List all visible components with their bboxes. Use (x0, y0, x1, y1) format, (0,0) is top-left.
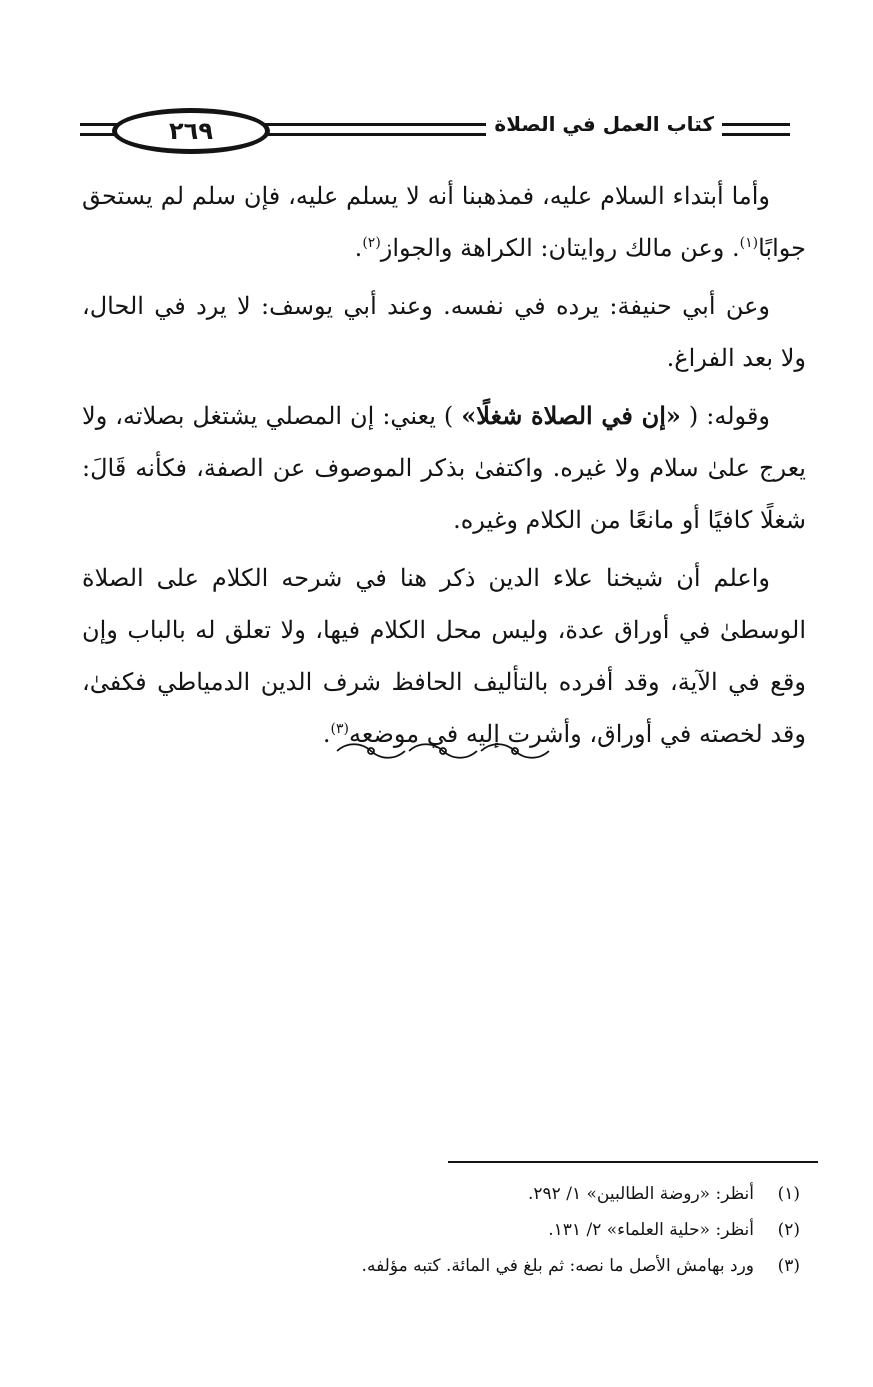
footnotes (200, 1176, 800, 1284)
footnote-text: أنظر: «حلية العلماء» ٢/ ١٣١. (548, 1220, 754, 1240)
paragraph-1-text-b: . وعن مالك روايتان: الكراهة والجواز (380, 234, 740, 262)
footnote-ref-2: (٢) (362, 235, 381, 251)
footnote-number: (٢) (777, 1220, 800, 1240)
paragraph-2: وعن أبي حنيفة: يرده في نفسه. وعند أبي يوسف: لا يرد في الحال، ولا بعد الفراغ. (82, 292, 806, 372)
footnote-2 (200, 1212, 800, 1248)
paragraph-4 (82, 552, 806, 760)
footnote-1 (200, 1176, 800, 1212)
paragraph-1 (82, 170, 806, 274)
paragraph-3-text-b: ) يعني: إن المصلي يشتغل بصلاته، ولا يعرج علىٰ سلام ولا غيره. واكتفىٰ بذكر الموصوف عن الصفة، فكأنه قَالَ: شغلًا كافيًا أو مانعًا من الكلام وغيره. (82, 402, 806, 534)
footnote-text: أنظر: «روضة الطالبين» ١/ ٢٩٢. (528, 1184, 754, 1204)
paragraph-4-text-a: واعلم أن شيخنا علاء الدين ذكر هنا في شرحه الكلام على الصلاة الوسطىٰ في أوراق عدة، وليس محل الكلام فيها، ولا تعلق له بالباب وإن وقع في الآية، وقد أفرده بالتأليف الحافظ شرف الدين الدمياطي فكفىٰ، وقد لخصته في أوراق، وأشرت إليه في موضعه (82, 564, 806, 748)
paragraph-4-text-b: . (322, 720, 331, 748)
footnote-separator (448, 1161, 818, 1163)
footnote-3 (200, 1248, 800, 1284)
paragraph-3-text-a: وقوله: ( (688, 402, 771, 430)
paragraph-1-text-c: . (354, 234, 363, 262)
main-text (82, 170, 806, 760)
paragraph-3 (82, 390, 806, 546)
section-divider-ornament (333, 738, 553, 764)
footnote-number: (٣) (777, 1256, 800, 1276)
footnote-ref-3: (٣) (330, 721, 349, 737)
page-number: ٢٦٩ (112, 108, 270, 154)
hadith-quote: «إن في الصلاة شغلًا» (461, 401, 681, 430)
paragraph-1-text-a: وأما أبتداء السلام عليه، فمذهبنا أنه لا يسلم عليه، فإن سلم لم يستحق جوابًا (82, 182, 806, 262)
running-title: كتاب العمل في الصلاة (486, 112, 722, 136)
footnote-number: (١) (777, 1184, 800, 1204)
footnote-text: ورد بهامش الأصل ما نصه: ثم بلغ في المائة. كتبه مؤلفه. (361, 1256, 754, 1276)
footnote-ref-1: (١) (739, 235, 759, 251)
page-header (80, 104, 790, 160)
